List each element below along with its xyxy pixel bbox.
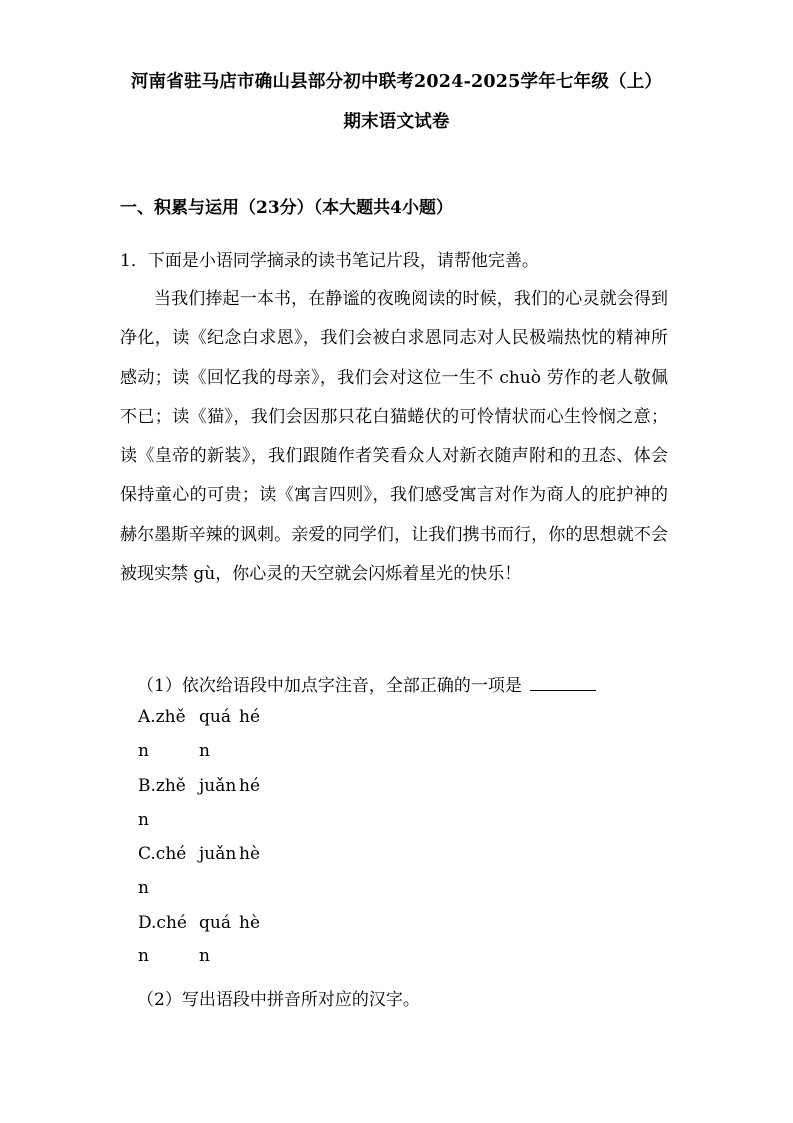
option-d-cont1: n [138,946,149,966]
option-d-col2: quá [199,913,231,933]
option-a-continuation [138,741,239,761]
option-a [138,707,260,727]
option-c [138,844,260,864]
option-a-col1: A.zhě [138,707,186,727]
answer-blank[interactable] [530,674,596,691]
option-b-continuation [138,810,199,830]
option-c-col1: C.ché [138,844,187,864]
question-1-stem: 1．下面是小语同学摘录的读书笔记片段，请帮他完善。 [120,251,539,271]
option-d-col1: D.ché [138,913,187,933]
option-d-continuation [138,946,239,966]
option-c-col2: juǎn [199,844,237,864]
option-c-col3: hè [239,844,261,864]
option-c-continuation [138,878,199,898]
option-a-cont2: n [199,741,210,761]
sub-question-2: （2）写出语段中拼音所对应的汉字。 [137,990,420,1010]
option-d-col3: hè [239,913,261,933]
option-b-cont1: n [138,810,149,830]
option-a-cont1: n [138,741,149,761]
sub-question-1-text: （1）依次给语段中加点字注音，全部正确的一项是 [137,676,522,696]
option-d-cont2: n [199,946,210,966]
exam-title-line2: 期末语文试卷 [343,112,450,132]
option-b-col3: hé [239,776,261,796]
option-a-col3: hé [239,707,261,727]
section-heading: 一、积累与运用（23分）（本大题共4小题） [120,198,453,218]
option-c-cont1: n [138,878,149,898]
option-b-col1: B.zhě [138,776,186,796]
sub-question-1 [137,671,596,696]
exam-title-line1: 河南省驻马店市确山县部分初中联考2024-2025学年七年级（上） [130,72,663,92]
option-d [138,913,260,933]
question-1-passage: 当我们捧起一本书，在静谧的夜晚阅读的时候，我们的心灵就会得到净化，读《纪念白求恩》，我们会被白求恩同志对人民极端热忱的精神所感动；读《回忆我的母亲》，我们会对这位一生不 chuò 劳作的老人敬佩不已；读《猫》，我们会因那只花白猫蜷伏的可怜情状而心生怜悯之意；读《皇帝的新装》，我们跟随作者笑看众人对新衣随声附和的丑态、体会保持童心的可贵；读《寓言四则》，我们感受寓言对作为商人的庇护神的赫尔墨斯辛辣的讽刺。亲爱的同学们，让我们携书而行，你的思想就不会被现实禁 gù，你心灵的天空就会闪烁着星光的快乐！ [120,289,668,585]
option-b-col2: juǎn [199,776,237,796]
option-a-col2: quá [199,707,231,727]
option-b [138,776,260,796]
